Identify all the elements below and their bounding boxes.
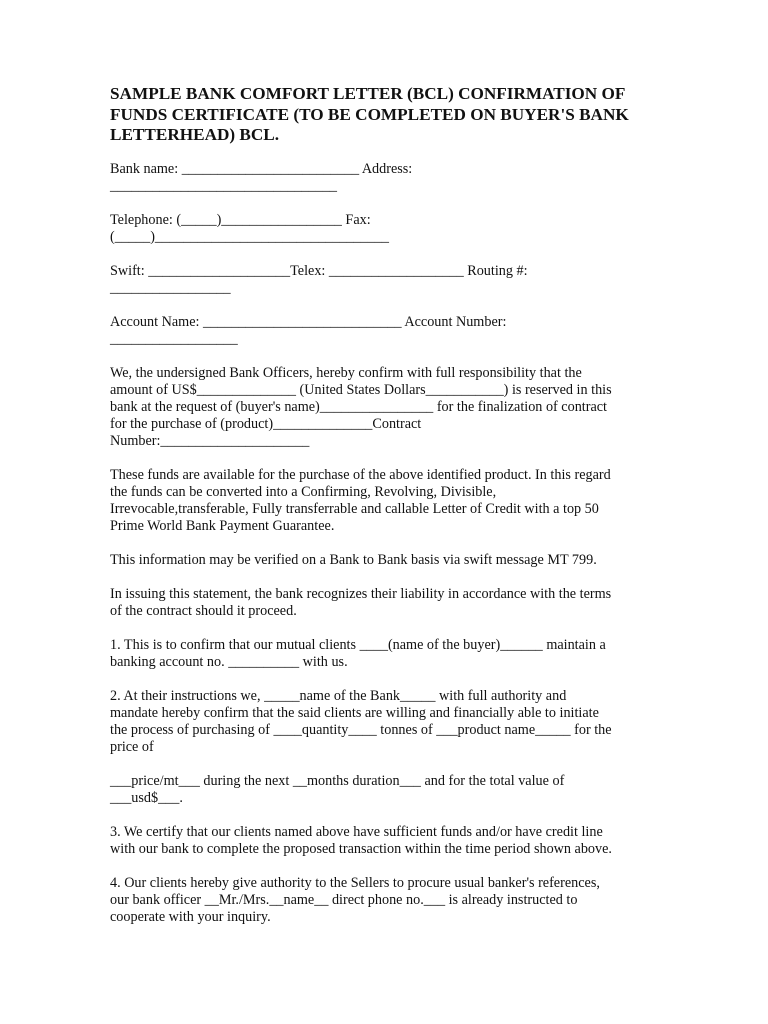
text-line: This information may be verified on a Bank to Bank basis via swift message MT 799. xyxy=(110,551,597,568)
text-line: price of xyxy=(110,738,154,755)
title-line: FUNDS CERTIFICATE (TO BE COMPLETED ON BUYER'S BANK xyxy=(110,104,629,124)
title-line: LETTERHEAD) BCL. xyxy=(110,125,280,144)
text-line: ___price/mt___ during the next __months duration___ and for the total value of xyxy=(110,772,565,789)
text-line: 3. We certify that our clients named above have sufficient funds and/or have credit line xyxy=(110,823,603,840)
text-line: cooperate with your inquiry. xyxy=(110,908,271,925)
text-line: Swift: ____________________Telex: ___________________ Routing #: xyxy=(110,262,528,279)
text-line: the funds can be converted into a Confirming, Revolving, Divisible, xyxy=(110,483,497,500)
bank-name-field xyxy=(110,161,670,195)
item-3-paragraph xyxy=(110,824,670,858)
text-line: _________________ xyxy=(110,279,231,296)
title-line: SAMPLE BANK COMFORT LETTER (BCL) CONFIRMATION OF xyxy=(110,84,626,103)
text-line: 2. At their instructions we, _____name of the Bank_____ with full authority and xyxy=(110,687,567,704)
availability-paragraph xyxy=(110,467,670,535)
telephone-field xyxy=(110,212,670,246)
text-line: Number:_____________________ xyxy=(110,432,310,449)
verification-paragraph xyxy=(110,552,670,569)
text-line: of the contract should it proceed. xyxy=(110,602,297,619)
text-line: amount of US$______________ (United States Dollars___________) is reserved in this xyxy=(110,381,612,398)
text-line: ________________________________ xyxy=(110,177,337,194)
text-line: for the purchase of (product)______________Contract xyxy=(110,415,422,432)
swift-field xyxy=(110,263,670,297)
text-line: banking account no. __________ with us. xyxy=(110,653,348,670)
confirmation-paragraph xyxy=(110,365,670,450)
text-line: our bank officer __Mr./Mrs.__name__ direct phone no.___ is already instructed to xyxy=(110,891,578,908)
text-line: Account Name: ____________________________ Account Number: xyxy=(110,313,507,330)
text-line: the process of purchasing of ____quantity____ tonnes of ___product name_____ for the xyxy=(110,721,612,738)
text-line: with our bank to complete the proposed transaction within the time period shown above. xyxy=(110,840,612,857)
text-line: 4. Our clients hereby give authority to the Sellers to procure usual banker's references, xyxy=(110,874,600,891)
text-line: mandate hereby confirm that the said clients are willing and financially able to initiate xyxy=(110,704,599,721)
item-4-paragraph xyxy=(110,875,670,926)
text-line: Telephone: (_____)_________________ Fax: xyxy=(110,211,371,228)
price-paragraph xyxy=(110,773,670,807)
text-line: 1. This is to confirm that our mutual clients ____(name of the buyer)______ maintain a xyxy=(110,636,606,653)
text-line: These funds are available for the purchase of the above identified product. In this regard xyxy=(110,466,611,483)
item-1-paragraph xyxy=(110,637,670,671)
text-line: ___usd$___. xyxy=(110,789,183,806)
text-line: bank at the request of (buyer's name)________________ for the finalization of contract xyxy=(110,398,607,415)
liability-paragraph xyxy=(110,586,670,620)
text-line: In issuing this statement, the bank recognizes their liability in accordance with the terms xyxy=(110,585,612,602)
text-line: (_____)_________________________________ xyxy=(110,228,390,245)
text-line: Prime World Bank Payment Guarantee. xyxy=(110,517,335,534)
account-field xyxy=(110,314,670,348)
item-2-paragraph xyxy=(110,688,670,756)
text-line: We, the undersigned Bank Officers, hereby confirm with full responsibility that the xyxy=(110,364,582,381)
text-line: Bank name: _________________________ Address: xyxy=(110,160,413,177)
text-line: __________________ xyxy=(110,330,238,347)
text-line: Irrevocable,transferable, Fully transferrable and callable Letter of Credit with a top 50 xyxy=(110,500,599,517)
document-title xyxy=(110,84,670,146)
document-body xyxy=(110,84,670,926)
